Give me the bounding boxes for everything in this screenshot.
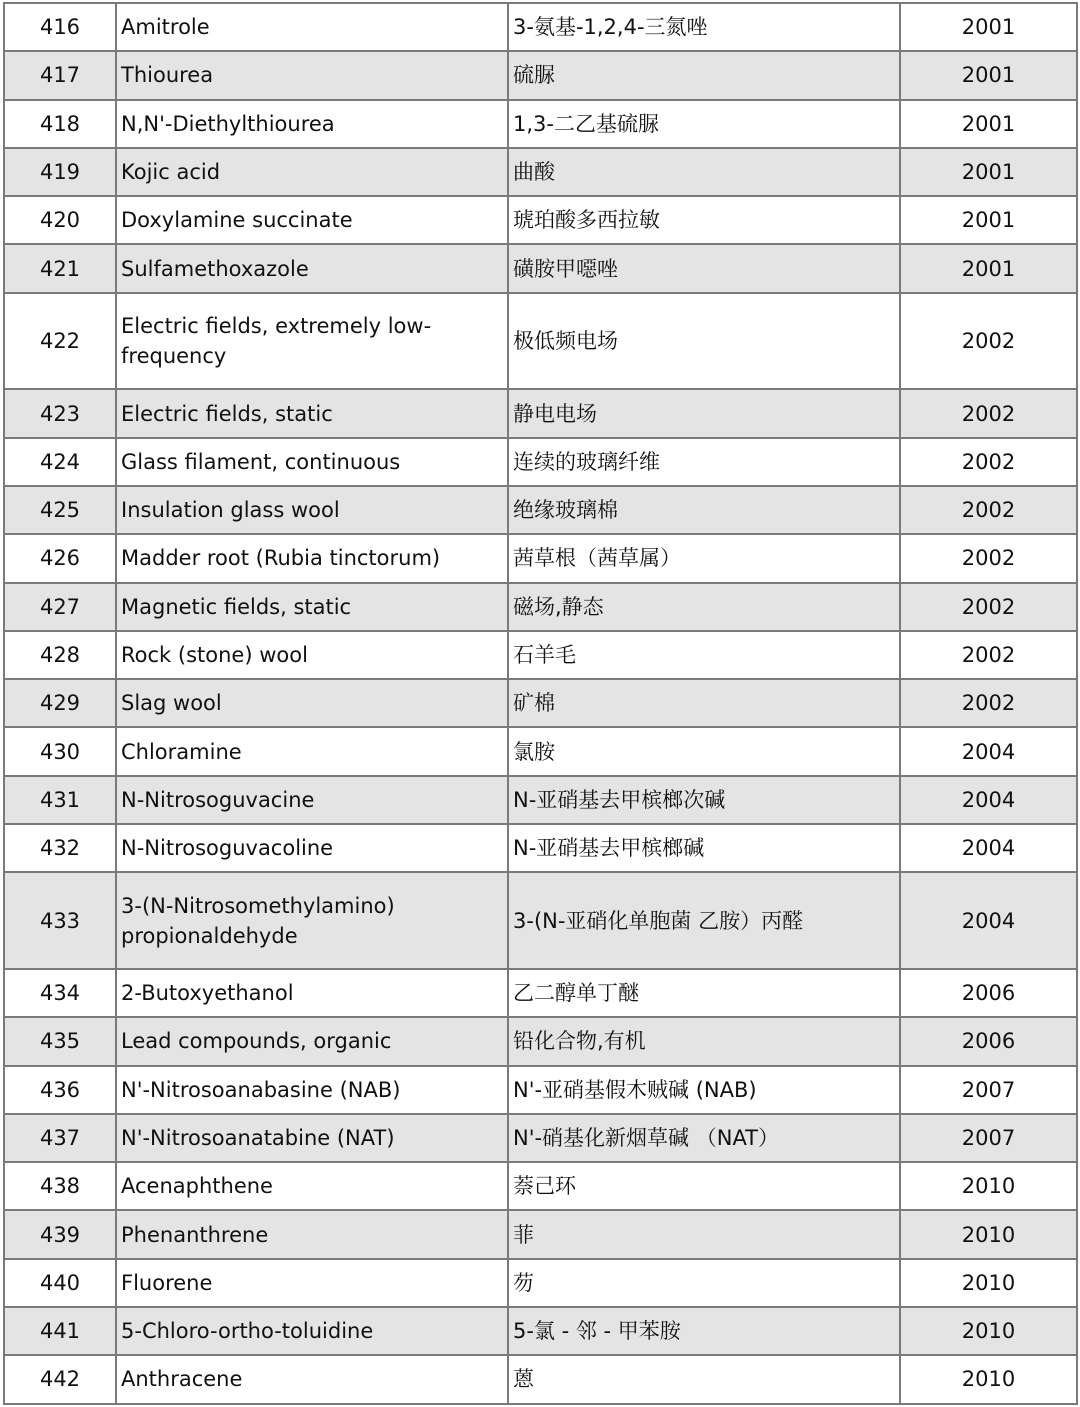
- table-row: [4, 3, 1077, 51]
- year: 2004: [900, 776, 1077, 824]
- agent-name-en: Sulfamethoxazole: [116, 244, 508, 292]
- agent-name-en: Thiourea: [116, 51, 508, 99]
- agent-name-cn: 硫脲: [508, 51, 900, 99]
- table-row: [4, 100, 1077, 148]
- agent-name-en: Electric fields, extremely low-frequency: [116, 293, 508, 390]
- agent-name-cn: 连续的玻璃纤维: [508, 438, 900, 486]
- row-number: 416: [4, 3, 116, 51]
- row-number: 441: [4, 1307, 116, 1355]
- agent-table: [3, 2, 1078, 1405]
- table-row: [4, 1210, 1077, 1258]
- table-row: [4, 389, 1077, 437]
- table-row: [4, 244, 1077, 292]
- year: 2001: [900, 3, 1077, 51]
- row-number: 420: [4, 196, 116, 244]
- agent-name-cn: 静电电场: [508, 389, 900, 437]
- row-number: 435: [4, 1017, 116, 1065]
- year: 2002: [900, 679, 1077, 727]
- agent-name-en: 5-Chloro-ortho-toluidine: [116, 1307, 508, 1355]
- row-number: 424: [4, 438, 116, 486]
- agent-name-en: N'-Nitrosoanabasine (NAB): [116, 1066, 508, 1114]
- agent-name-cn: N-亚硝基去甲槟榔碱: [508, 824, 900, 872]
- agent-name-en: Slag wool: [116, 679, 508, 727]
- row-number: 426: [4, 534, 116, 582]
- table-row: [4, 1066, 1077, 1114]
- row-number: 439: [4, 1210, 116, 1258]
- agent-name-en: Doxylamine succinate: [116, 196, 508, 244]
- agent-name-en: Magnetic fields, static: [116, 583, 508, 631]
- row-number: 422: [4, 293, 116, 390]
- year: 2001: [900, 100, 1077, 148]
- agent-name-cn: 芴: [508, 1259, 900, 1307]
- agent-name-en: N'-Nitrosoanatabine (NAT): [116, 1114, 508, 1162]
- year: 2001: [900, 196, 1077, 244]
- table-row: [4, 196, 1077, 244]
- table-row: [4, 1017, 1077, 1065]
- row-number: 417: [4, 51, 116, 99]
- row-number: 431: [4, 776, 116, 824]
- year: 2001: [900, 244, 1077, 292]
- agent-name-cn: 矿棉: [508, 679, 900, 727]
- agent-name-cn: 石羊毛: [508, 631, 900, 679]
- year: 2002: [900, 293, 1077, 390]
- year: 2002: [900, 583, 1077, 631]
- year: 2002: [900, 389, 1077, 437]
- agent-name-en: Fluorene: [116, 1259, 508, 1307]
- agent-name-cn: 磺胺甲噁唑: [508, 244, 900, 292]
- agent-name-cn: 氯胺: [508, 727, 900, 775]
- agent-name-cn: 茜草根（茜草属）: [508, 534, 900, 582]
- agent-name-cn: 磁场,静态: [508, 583, 900, 631]
- agent-name-cn: 极低频电场: [508, 293, 900, 390]
- year: 2010: [900, 1355, 1077, 1403]
- table-row: [4, 727, 1077, 775]
- row-number: 430: [4, 727, 116, 775]
- year: 2001: [900, 148, 1077, 196]
- row-number: 434: [4, 969, 116, 1017]
- row-number: 442: [4, 1355, 116, 1403]
- table-row: [4, 1259, 1077, 1307]
- agent-name-en: 3-(N-Nitrosomethylamino) propionaldehyde: [116, 872, 508, 969]
- agent-name-cn: 曲酸: [508, 148, 900, 196]
- year: 2002: [900, 631, 1077, 679]
- agent-name-cn: 菲: [508, 1210, 900, 1258]
- agent-name-en: N-Nitrosoguvacine: [116, 776, 508, 824]
- year: 2010: [900, 1210, 1077, 1258]
- row-number: 423: [4, 389, 116, 437]
- year: 2010: [900, 1162, 1077, 1210]
- year: 2002: [900, 438, 1077, 486]
- year: 2002: [900, 486, 1077, 534]
- agent-name-en: Electric fields, static: [116, 389, 508, 437]
- table-row: [4, 776, 1077, 824]
- year: 2004: [900, 727, 1077, 775]
- row-number: 440: [4, 1259, 116, 1307]
- year: 2002: [900, 534, 1077, 582]
- agent-name-en: Madder root (Rubia tinctorum): [116, 534, 508, 582]
- row-number: 429: [4, 679, 116, 727]
- year: 2006: [900, 1017, 1077, 1065]
- table-row: [4, 51, 1077, 99]
- row-number: 427: [4, 583, 116, 631]
- agent-name-cn: 萘己环: [508, 1162, 900, 1210]
- agent-name-cn: 5-氯 - 邻 - 甲苯胺: [508, 1307, 900, 1355]
- table-row: [4, 1307, 1077, 1355]
- row-number: 418: [4, 100, 116, 148]
- row-number: 438: [4, 1162, 116, 1210]
- row-number: 428: [4, 631, 116, 679]
- agent-name-cn: 绝缘玻璃棉: [508, 486, 900, 534]
- year: 2007: [900, 1066, 1077, 1114]
- agent-name-en: Phenanthrene: [116, 1210, 508, 1258]
- year: 2001: [900, 51, 1077, 99]
- agent-name-cn: 乙二醇单丁醚: [508, 969, 900, 1017]
- row-number: 433: [4, 872, 116, 969]
- table-row: [4, 293, 1077, 390]
- agent-name-cn: 1,3-二乙基硫脲: [508, 100, 900, 148]
- table-row: [4, 1114, 1077, 1162]
- agent-name-en: N-Nitrosoguvacoline: [116, 824, 508, 872]
- agent-name-en: Kojic acid: [116, 148, 508, 196]
- table-row: [4, 631, 1077, 679]
- row-number: 437: [4, 1114, 116, 1162]
- agent-name-cn: 铅化合物,有机: [508, 1017, 900, 1065]
- table-row: [4, 486, 1077, 534]
- agent-name-en: Chloramine: [116, 727, 508, 775]
- year: 2004: [900, 824, 1077, 872]
- year: 2004: [900, 872, 1077, 969]
- row-number: 421: [4, 244, 116, 292]
- agent-name-en: Insulation glass wool: [116, 486, 508, 534]
- year: 2007: [900, 1114, 1077, 1162]
- agent-name-cn: N'-亚硝基假木贼碱 (NAB): [508, 1066, 900, 1114]
- agent-name-cn: 3-氨基-1,2,4-三氮唑: [508, 3, 900, 51]
- table-row: [4, 438, 1077, 486]
- agent-name-cn: N'-硝基化新烟草碱 （NAT）: [508, 1114, 900, 1162]
- table-body: [4, 3, 1077, 1404]
- table-row: [4, 969, 1077, 1017]
- agent-name-cn: 琥珀酸多西拉敏: [508, 196, 900, 244]
- agent-name-en: Acenaphthene: [116, 1162, 508, 1210]
- row-number: 432: [4, 824, 116, 872]
- row-number: 436: [4, 1066, 116, 1114]
- agent-name-en: Amitrole: [116, 3, 508, 51]
- agent-name-en: N,N'-Diethylthiourea: [116, 100, 508, 148]
- agent-name-cn: 蒽: [508, 1355, 900, 1403]
- row-number: 419: [4, 148, 116, 196]
- agent-name-en: 2-Butoxyethanol: [116, 969, 508, 1017]
- year: 2010: [900, 1259, 1077, 1307]
- table-row: [4, 1162, 1077, 1210]
- agent-name-en: Rock (stone) wool: [116, 631, 508, 679]
- agent-name-en: Anthracene: [116, 1355, 508, 1403]
- agent-name-en: Lead compounds, organic: [116, 1017, 508, 1065]
- year: 2006: [900, 969, 1077, 1017]
- table-row: [4, 583, 1077, 631]
- table-row: [4, 534, 1077, 582]
- table-row: [4, 824, 1077, 872]
- table-row: [4, 148, 1077, 196]
- table-row: [4, 679, 1077, 727]
- year: 2010: [900, 1307, 1077, 1355]
- agent-name-cn: N-亚硝基去甲槟榔次碱: [508, 776, 900, 824]
- table-row: [4, 1355, 1077, 1403]
- row-number: 425: [4, 486, 116, 534]
- agent-name-cn: 3-(N-亚硝化单胞菌 乙胺）丙醛: [508, 872, 900, 969]
- table-row: [4, 872, 1077, 969]
- agent-name-en: Glass filament, continuous: [116, 438, 508, 486]
